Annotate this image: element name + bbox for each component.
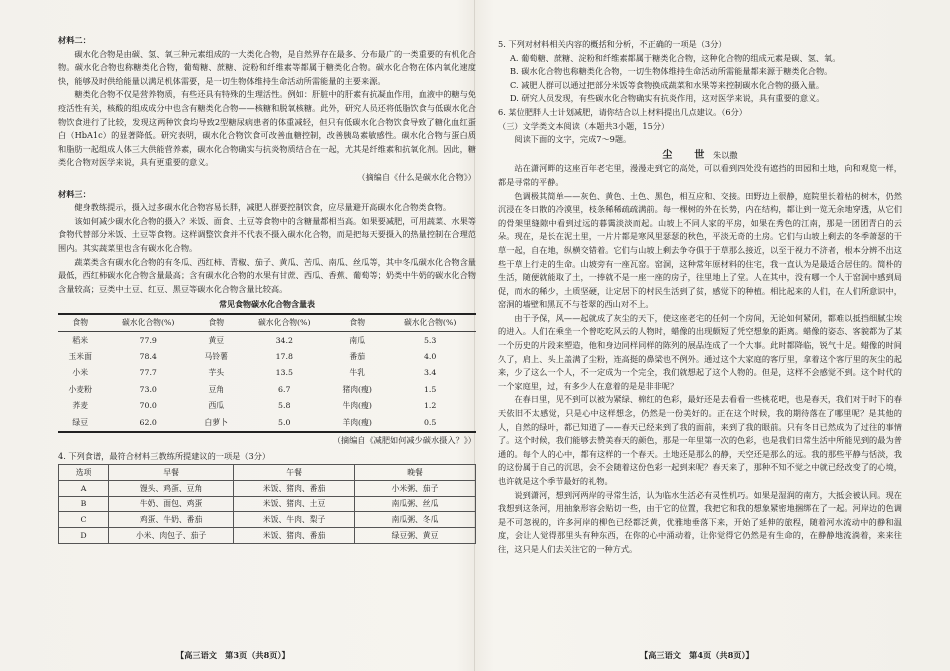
table-cell: 绿豆 [72, 417, 88, 427]
material-2-paragraph: 碳水化合物是由碳、氢、氧三种元素组成的一大类化合物，是自然界存在最多、分布最广的一类重要的有机化合物。碳水化合物也称糖类化合物，葡萄糖、蔗糖、淀粉和纤维素等都属于糖类化合物。碳水化合物在体内氧化速度快，能够及时供给能量以满足机体需要，是一切生物体维持生命活动所需能量的主要来源。 [58, 48, 476, 86]
table-cell: B [59, 496, 109, 512]
table-cell: 小米粥、茄子 [355, 481, 476, 497]
table-cell: 白萝卜 [204, 417, 228, 427]
carb-table-header: 碳水化合物(%) [102, 314, 194, 332]
table-cell: 米饭、猪肉、番茄 [234, 528, 355, 544]
table-cell: 米饭、猪肉、番茄 [234, 481, 355, 497]
table-row [58, 349, 476, 365]
table-cell: 馒头、鸡蛋、豆角 [109, 481, 234, 497]
table-cell: 小麦粉 [68, 384, 92, 394]
table-row [58, 414, 476, 431]
table-cell: 稻米 [72, 335, 88, 345]
table-cell: 77.9 [139, 335, 157, 345]
table-cell: 南瓜粥、丝瓜 [355, 496, 476, 512]
table-row [59, 496, 476, 512]
carb-table-caption: 常见食物碳水化合物含量表 [219, 299, 315, 310]
table-source: （摘编自《减肥如何减少碳水摄入？》） [332, 434, 476, 445]
table-cell: 6.7 [278, 384, 291, 394]
essay-title: 尘 世 [662, 149, 711, 161]
table-row [58, 365, 476, 381]
table-row [58, 398, 476, 414]
table-cell: 小米 [72, 368, 88, 378]
material-3-heading: 材料三： [58, 188, 91, 199]
table-row [59, 512, 476, 528]
carb-table-header: 碳水化合物(%) [238, 314, 330, 332]
essay-paragraph: 由于予保，风——起就成了灰尘的天下，使这座老宅的任何一个房间，无论如何紧闭，都难以抵挡细腻尘埃的进入。人们在乘坐一个曾吃吃风云的人物时，蜡像的出现颇短了凭空想象的距离。蜡像的姿态、客貌都为了某一个历史的片段来塑造，他和身边同样同样的陈列的展品连成了一个大事。此时都降临，锐气十足。蜡像的时间久了，肩上、头上盖满了尘粉，连高挺的鼻梁也不例外。通过这个大家庭的客厅里，拿着这个客厅里的灰尘的起来，少了这么一个人，不一定成为一个完全，我们就想起了这个人物的。但是，这样不会感觉不到。这个时代的一个家庭里，过，有多少人在意着的是是非非呢？ [498, 312, 902, 391]
material-2-heading: 材料二： [58, 35, 91, 45]
table-cell: C [59, 512, 109, 528]
material-3-paragraph: 健身教练提示，摄入过多碳水化合物容易长胖，减肥人群要控制饮食，应尽量避开高碳水化合物类食物。 [74, 202, 452, 213]
section-3-intro: 阅读下面的文字，完成7～9题。 [514, 134, 632, 145]
table-cell: 73.0 [139, 384, 157, 394]
table-cell: 鸡蛋、牛奶、番茄 [109, 512, 234, 528]
table-cell: 羊肉(瘦) [342, 417, 372, 427]
table-row [59, 481, 476, 497]
material-3-paragraph: 该如何减少碳水化合物的摄入？米饭、面食、土豆等食物中的含糖量都相当高。如果要减肥，可用蔬菜、水果等食物代替部分米饭、土豆等食物。这样调整饮食并不代表不摄入碳水化合物，而是把每天要摄入的热量控制在合理范围内。其实蔬菜里也含有碳水化合物。 [58, 215, 476, 253]
carb-table-header: 食物 [58, 314, 102, 332]
carb-table [58, 313, 476, 433]
table-cell: 1.5 [423, 384, 437, 394]
menu-table-header: 午餐 [234, 464, 355, 481]
menu-table-header: 早餐 [109, 464, 234, 481]
carb-table-header-row [58, 314, 476, 332]
material-2-source: （摘编自《什么是碳水化合物》） [357, 171, 476, 182]
table-cell: 西瓜 [208, 401, 225, 411]
material-2-paragraph: 糖类化合物不仅是营养物质，有些还具有特殊的生理活性。例如：肝脏中的肝素有抗凝血作用，血液中的糖与免疫活性有关，核酸的组成成分中也含有糖类化合物——核糖和脱氧核糖。此外，研究人员还将低脂饮食与低碳水化合物饮食进行了比较，发现这两种饮食均导致2型糖尿病患者的体重减轻，但只有低碳水化合物饮食导致了糖化血红蛋白（HbA1c）的显著降低。研究表明，碳水化合物饮食可改善血糖控制，改善胰岛素敏感性。碳水化合物与蛋白质和脂肪一起组成人体三大供能营养素，碳水化合物确实与抗炎物质结合在一起，尤其是纤维素和抗氧化剂。因此，糖类化合物对医学来说，具有更重要的意义。 [58, 89, 476, 168]
table-cell: 南瓜 [349, 335, 365, 345]
table-cell: 牛乳 [349, 368, 365, 378]
essay-paragraph: 在春日里，见不到可以被为紧绿、棉红的色彩，最好还是去看看一些桃花吧，也是春天，我们对于时下的春天依旧不太感觉，只是心中这样想念，仍然是一份美好的。正在这个时候，我的期待落在了哪里呢？是其他的人，自然的绿叶，都已知道了——春天已经来到了我的面前，来到了我的眼前。只有冬日已然成为了过往的事情了。这个时候，我们能够去赞美春天的颜色，那是一年里第一次的色彩，也是我们日常生活中所能见到的最为普通的。每个人的心中，都有这样的一个春天。土地还是那么的静，天空还是那么的远。我的那些平静与恬淡，我的这份属于自己的沉思，会不会随着这份色彩一起到来呢？春天来了，那种不知不觉之中就已经改变了的心境，也许就是这个季节最好的礼物。 [498, 394, 902, 486]
table-cell: 4.0 [423, 352, 437, 362]
table-cell: 0.5 [423, 417, 437, 427]
essay-paragraph: 色调极其简单——灰色、黄色、土色、黑色，相互应和、交接。田野边上很静，庭院里长着枯的树木，仍然沉浸在冬日散的冷漠里，枝条稀稀疏疏满前。每一棵树的外在长势，内在结构，都让到一览无余地穿透，从它们的骨架里缝隙中看到过远的暮霭淡淡而起。山坡上不同人家的平房，如果在秀色的江南，那是一团团青白的云朵。现在，是长在泥土里，一片片都是寒风里瑟瑟的秋色，平淡无奇的土房。它们与山坡上剩去的冬季萧瑟的干草一起，自在地，纵横交错着。它们与山坡上剩去争夺俱于于草那么接近，以至于视力不济者，根本分辨不出这些干草上行走的生命。山坡旁有一座瓦窑。窑洞，这种常年原材料的住宅，我一直认为是最适合居住的。简朴的生活，随便就能取了土，一捧就不是一座一座的房子，往里地上了堂。人在其中，没有哪一个人于窑洞中感到局促，而水的稀少，土质坚硬，让定居下的村民生活到了贫，感觉下的种植。相比起来的人们，在人们所意识中，窑洞的墙壁和黑瓦不与苍翠的西山对不上。 [498, 190, 902, 310]
table-cell: 34.2 [275, 335, 293, 345]
question-6: 6. 某位肥胖人士计划减肥，请你结合以上材料提出几点建议。（6分） [498, 106, 747, 117]
table-cell: 13.5 [275, 368, 293, 378]
table-cell: 米饭、牛肉、梨子 [234, 512, 355, 528]
essay-paragraph: 站在潇河畔的这座百年老宅里，漫漫走到它的高处，可以看到四处没有遮挡的田园和土地，向和观览一样，都是寻常的平静。 [498, 163, 902, 187]
option-d: D. 研究人员发现，有些碳水化合物确实有抗炎作用，这对医学来说，具有重要的意义。 [510, 93, 825, 104]
table-cell: 荞麦 [72, 401, 88, 411]
table-cell: 小米、肉包子、茄子 [109, 528, 234, 544]
essay-paragraph: 说到潇河，想到河两岸的寻常生活，认为临水生活必有灵性机巧。如果是湿润的南方，大抵会被认同。现在我想到这条河，用抽象形容会贴切一些，由于它的位置，我把它和我的想象紧密地捆绑在了一起。河岸边的色调是不可忽视的，许多河岸的柳色已经都泛黄，优雅地垂落下来，开始了延伸的旅程，随着河水流动中的静和温度，会让人觉得那里头有种东西，在你的心中涌动着，让你觉得它仍然是有生命的，在静静地流淌着，来来往往，这只是人们去关注它的一种方式。 [498, 489, 902, 554]
table-row [58, 381, 476, 397]
page-4-footer: 【高三语文 第4页（共8页）】 [640, 650, 754, 660]
table-cell: D [59, 528, 109, 544]
table-cell: 70.0 [139, 401, 157, 411]
table-cell: 77.7 [139, 368, 157, 378]
table-cell: 5.8 [278, 401, 291, 411]
menu-table [58, 464, 476, 544]
table-cell: 豆角 [208, 384, 225, 394]
table-row [58, 332, 476, 349]
table-row [59, 528, 476, 544]
page-3 [58, 34, 476, 544]
table-cell: 牛肉(瘦) [342, 401, 372, 411]
option-c: C. 减肥人群可以通过把部分米饭等食物换成蔬菜和水果等来控制碳水化合物的摄入量。 [510, 79, 825, 90]
table-cell: 5.0 [278, 417, 291, 427]
table-cell: 猪肉(瘦) [342, 384, 372, 394]
table-cell: 芋头 [208, 368, 225, 378]
table-cell: 绿豆粥、黄豆 [355, 528, 476, 544]
menu-table-header: 选项 [59, 464, 109, 481]
table-cell: 牛奶、面包、鸡蛋 [109, 496, 234, 512]
question-4: 4. 下列食谱，最符合材料三教练所提建议的一项是（3分） [58, 451, 271, 462]
table-cell: 番茄 [349, 352, 365, 362]
material-3-paragraph: 蔬菜类含有碳水化合物的有冬瓜、西红柿、青椒、茄子、黄瓜、苦瓜、南瓜、丝瓜等，其中冬瓜碳水化合物含量最低，西红柿碳水化合物含量最高；含有碳水化合物的水果有甘蔗、西瓜、香蕉、葡萄等；奶类中牛奶的碳水化合物含量较高；豆类中土豆、红豆、黑豆等碳水化合物含量比较高。 [58, 256, 476, 294]
carb-table-header: 食物 [330, 314, 384, 332]
table-cell: 马铃薯 [204, 352, 228, 362]
table-cell: 南瓜粥、冬瓜 [355, 512, 476, 528]
table-cell: 黄豆 [208, 335, 225, 345]
menu-table-header: 晚餐 [355, 464, 476, 481]
table-cell: 玉米面 [68, 352, 92, 362]
table-cell: A [59, 481, 109, 497]
page-3-footer: 【高三语文 第3页（共8页）】 [176, 650, 290, 660]
menu-table-header-row [59, 464, 476, 481]
table-cell: 米饭、猪肉、土豆 [234, 496, 355, 512]
page-4 [498, 38, 902, 557]
carb-table-header: 碳水化合物(%) [384, 314, 476, 332]
carb-table-header: 食物 [194, 314, 238, 332]
table-cell: 3.4 [423, 368, 437, 378]
table-cell: 1.2 [423, 401, 437, 411]
option-a: A. 葡萄糖、蔗糖、淀粉和纤维素都属于糖类化合物，这种化合物的组成元素是碳、氢、氧。 [510, 52, 841, 63]
table-cell: 17.8 [275, 352, 293, 362]
table-cell: 78.4 [139, 352, 157, 362]
option-b: B. 碳水化合物也称糖类化合物，一切生物体维持生命活动所需能量都来源于糖类化合物。 [510, 66, 833, 77]
essay-author: 朱以撒 [713, 149, 738, 160]
table-cell: 62.0 [139, 417, 157, 427]
table-cell: 5.3 [423, 335, 437, 345]
essay-title-line [498, 149, 902, 163]
section-3-heading: （三）文学类文本阅读（本题共3小题，15分） [498, 120, 670, 131]
question-5: 5. 下列对材料相关内容的概括和分析，不正确的一项是（3分） [498, 39, 727, 49]
